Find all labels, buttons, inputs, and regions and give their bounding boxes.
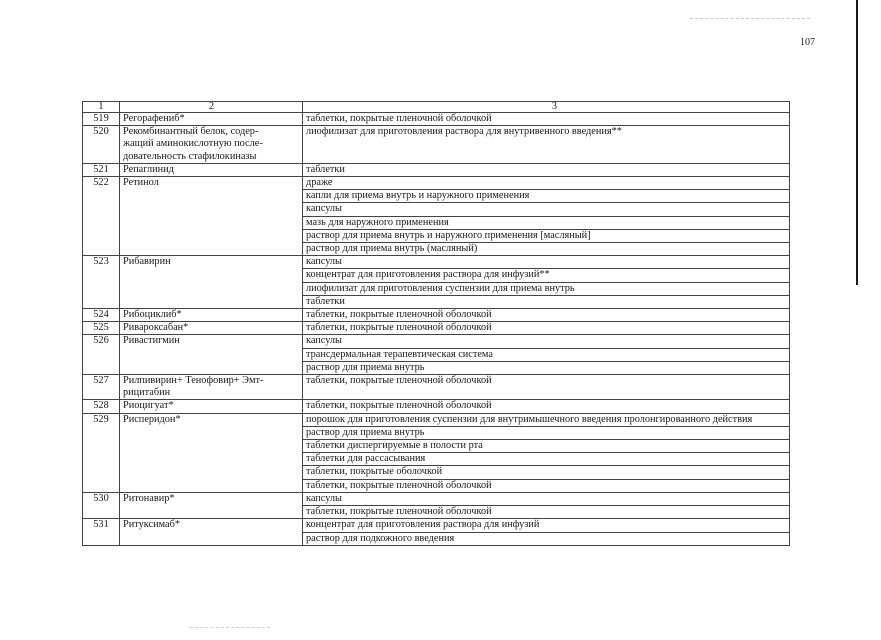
- dosage-form: раствор для приема внутрь (масляный): [303, 243, 790, 256]
- dosage-form: мазь для наружного применения: [303, 216, 790, 229]
- drug-name: Рибавирин: [120, 256, 303, 309]
- drug-name: Репаглинид: [120, 163, 303, 176]
- entry-number: 529: [83, 413, 120, 492]
- table-row: [83, 113, 790, 126]
- dosage-form: лиофилизат для приготовления суспензии для приема внутрь: [303, 282, 790, 295]
- entry-number: 528: [83, 400, 120, 413]
- table-row: [83, 413, 790, 426]
- dosage-form: лиофилизат для приготовления раствора для внутривенного введения**: [303, 126, 790, 164]
- dosage-form: таблетки: [303, 163, 790, 176]
- drug-name: Риоцигуат*: [120, 400, 303, 413]
- table-row: [83, 126, 790, 164]
- dosage-form: раствор для подкожного введения: [303, 532, 790, 545]
- dosage-form: драже: [303, 177, 790, 190]
- scan-artifact-top: [690, 18, 810, 20]
- table-row: [83, 400, 790, 413]
- drug-name: Ритуксимаб*: [120, 519, 303, 545]
- drug-name: Ривароксабан*: [120, 322, 303, 335]
- dosage-form: капсулы: [303, 492, 790, 505]
- table-row: [83, 163, 790, 176]
- dosage-form: таблетки для рассасывания: [303, 453, 790, 466]
- entry-number: 523: [83, 256, 120, 309]
- dosage-form: раствор для приема внутрь: [303, 361, 790, 374]
- drug-name: Рекомбинантный белок, содер- жащий аминокислотную после- довательность стафилокиназы: [120, 126, 303, 164]
- entry-number: 522: [83, 177, 120, 256]
- dosage-form: таблетки, покрытые оболочкой: [303, 466, 790, 479]
- entry-number: 524: [83, 309, 120, 322]
- dosage-form: трансдермальная терапевтическая система: [303, 348, 790, 361]
- table-row: [83, 256, 790, 269]
- dosage-form: раствор для приема внутрь: [303, 426, 790, 439]
- scan-artifact-bottom: [190, 627, 270, 629]
- table-row: [83, 309, 790, 322]
- table-row: [83, 375, 790, 400]
- dosage-form: таблетки, покрытые пленочной оболочкой: [303, 375, 790, 400]
- table-body: [83, 102, 790, 546]
- table-row: [83, 492, 790, 505]
- entry-number: 519: [83, 113, 120, 126]
- dosage-form: таблетки, покрытые пленочной оболочкой: [303, 322, 790, 335]
- scan-edge-line: [856, 0, 858, 285]
- column-header-forms: 3: [303, 102, 790, 113]
- dosage-form: порошок для приготовления суспензии для внутримышечного введения пролонгированного действия: [303, 413, 790, 426]
- column-header-number: 1: [83, 102, 120, 113]
- entry-number: 530: [83, 492, 120, 518]
- dosage-form: концентрат для приготовления раствора для инфузий**: [303, 269, 790, 282]
- dosage-form: таблетки, покрытые пленочной оболочкой: [303, 479, 790, 492]
- dosage-form: капсулы: [303, 256, 790, 269]
- dosage-form: капсулы: [303, 203, 790, 216]
- column-header-name: 2: [120, 102, 303, 113]
- drug-name: Рилпивирин+ Тенофовир+ Эмт- рицитабин: [120, 375, 303, 400]
- page-number: 107: [800, 37, 815, 48]
- table-row: [83, 335, 790, 348]
- drug-name: Ривастигмин: [120, 335, 303, 375]
- entry-number: 526: [83, 335, 120, 375]
- drug-name: Регорафениб*: [120, 113, 303, 126]
- dosage-form: таблетки диспергируемые в полости рта: [303, 440, 790, 453]
- entry-number: 521: [83, 163, 120, 176]
- dosage-form: таблетки, покрытые пленочной оболочкой: [303, 506, 790, 519]
- drug-name: Ретинол: [120, 177, 303, 256]
- entry-number: 527: [83, 375, 120, 400]
- dosage-form: таблетки: [303, 295, 790, 308]
- dosage-form: капли для приема внутрь и наружного применения: [303, 190, 790, 203]
- dosage-form: капсулы: [303, 335, 790, 348]
- entry-number: 531: [83, 519, 120, 545]
- table-row: [83, 519, 790, 532]
- table-header-row: [83, 102, 790, 113]
- drug-name: Рибоциклиб*: [120, 309, 303, 322]
- table-row: [83, 177, 790, 190]
- dosage-form: раствор для приема внутрь и наружного применения [масляный]: [303, 229, 790, 242]
- dosage-form: таблетки, покрытые пленочной оболочкой: [303, 309, 790, 322]
- dosage-form: концентрат для приготовления раствора для инфузий: [303, 519, 790, 532]
- table-row: [83, 322, 790, 335]
- entry-number: 525: [83, 322, 120, 335]
- dosage-form: таблетки, покрытые пленочной оболочкой: [303, 400, 790, 413]
- drug-name: Рисперидон*: [120, 413, 303, 492]
- drug-name: Ритонавир*: [120, 492, 303, 518]
- drug-table: [82, 101, 790, 546]
- dosage-form: таблетки, покрытые пленочной оболочкой: [303, 113, 790, 126]
- entry-number: 520: [83, 126, 120, 164]
